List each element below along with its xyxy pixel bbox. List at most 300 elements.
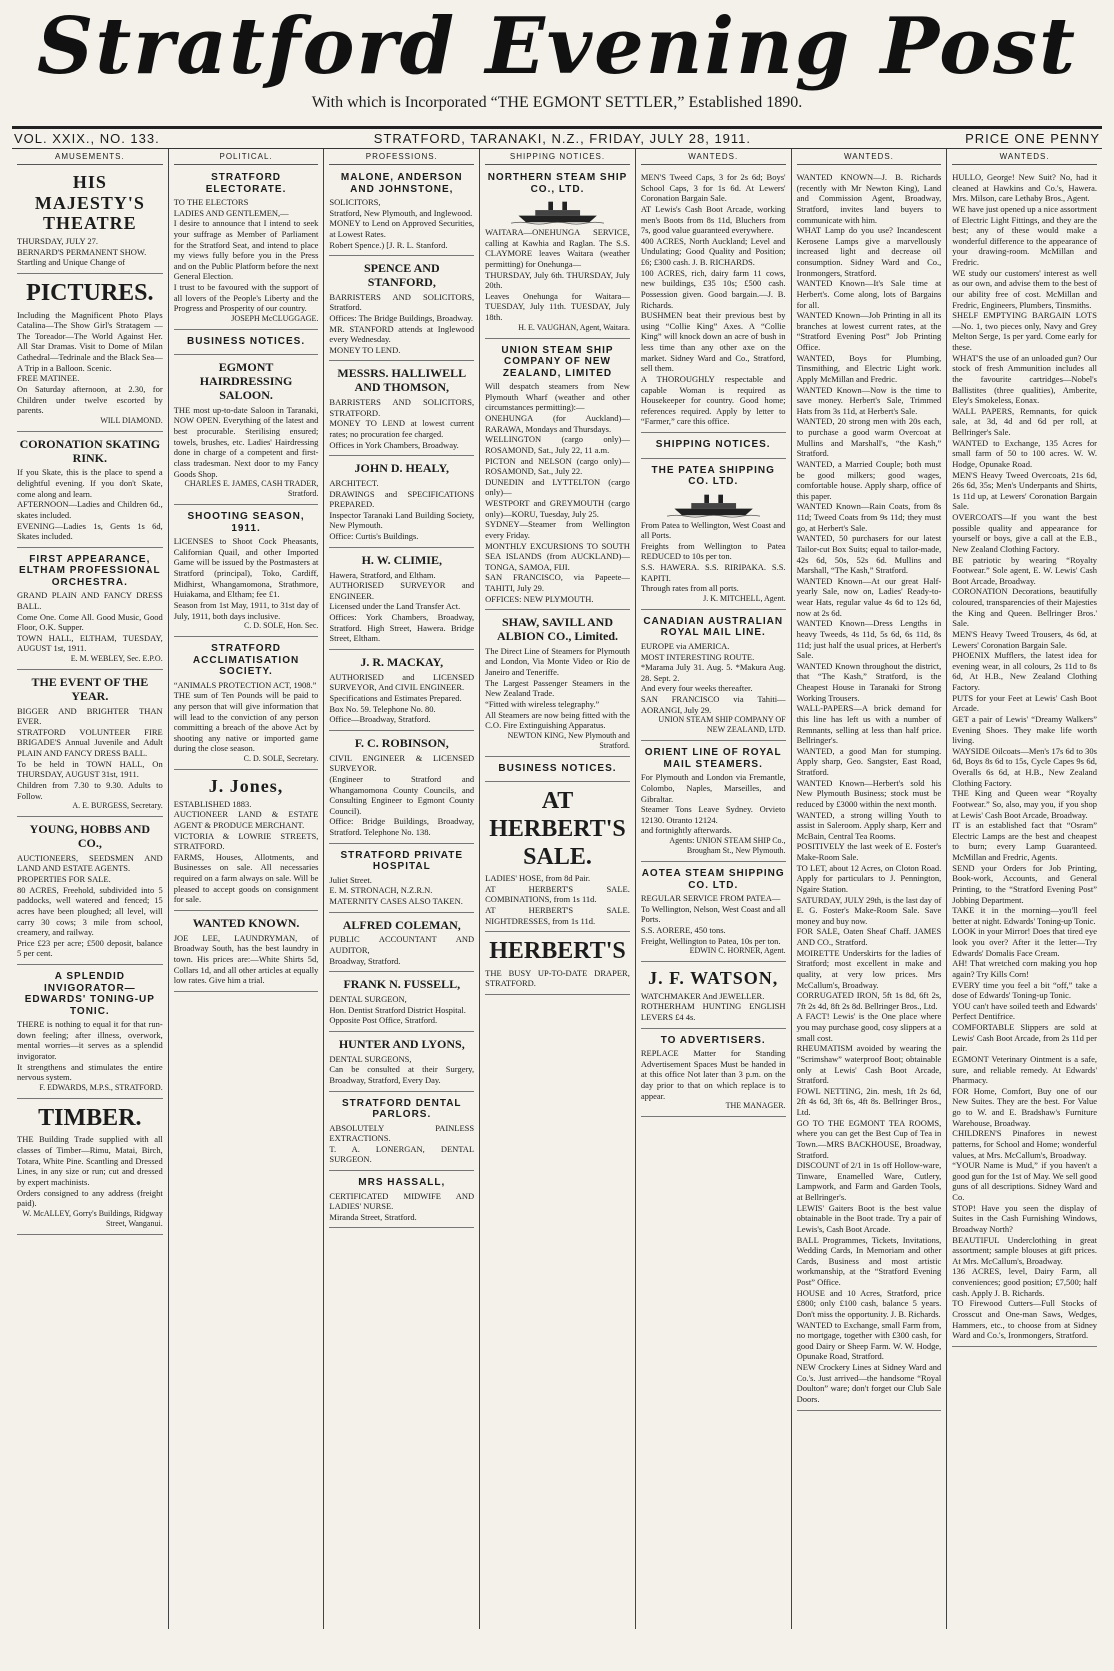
ad-text: WANTED, Boys for Plumbing, Tinsmithing, and Electric Light work. Apply McMillan and Fredric. — [796, 352, 942, 384]
ad-text: WANTED, a strong willing Youth to assist in Saleroom. Apply sharp, Kerr and McBain, Central Tea Rooms. — [796, 809, 942, 841]
price: PRICE ONE PENNY — [965, 131, 1100, 146]
ad-text: WHAT'S the use of an unloaded gun? Our stock of fresh Ammunition includes all the favourite cartridges—Nobel's Ballistites (three qualities), Amberite, Eley's Smokeless, Eonax. — [952, 352, 1097, 406]
ad-title: MRS HASSALL, — [358, 1177, 446, 1189]
advertisement — [17, 169, 163, 274]
ad-text: A THOROUGHLY respectable and capable Woman is required as Housekeeper for country. Good home; references required. Apply by letter to “Farmer,” care this office. — [640, 373, 786, 427]
ad-text: 136 ACRES, level, Dairy Farm, all conveniences; good position; £7,500; half cash. Apply J. B. Richards. — [952, 1266, 1097, 1298]
ad-text: MOIRETTE Underskirts for the ladies of Stratford; most excellent in make and quality, at very low prices. Mrs McCallum's, Broadway. — [796, 947, 942, 990]
advertisement — [329, 364, 474, 456]
ad-signature: C. D. SOLE, Hon. Sec. — [243, 621, 319, 631]
ad-text: Miranda Street, Stratford. — [329, 1211, 417, 1222]
ad-text: AH! That wretched corn making you hop again? Try Kills Corn! — [952, 958, 1097, 979]
ad-text: ARCHITECT. — [329, 477, 379, 488]
ad-text: E. M. STRONACH, N.Z.R.N. — [329, 885, 433, 896]
ad-text: BEAUTIFUL Underclothing in great assortment; sample blouses at gift prices. At Mrs. McCallum's, Broadway. — [952, 1234, 1097, 1266]
ad-text: DRAWINGS and SPECIFICATIONS PREPARED. — [329, 488, 475, 510]
ad-text: DENTAL SURGEONS, — [329, 1053, 412, 1064]
ad-text: AUCTIONEER LAND & ESTATE AGENT & PRODUCE MERCHANT. — [173, 809, 319, 830]
ad-title: AOTEA STEAM SHIPPING CO. LTD. — [641, 868, 785, 891]
column-6 — [791, 149, 947, 1629]
ad-text: LEWIS' Gaiters Boot is the best value obtainable in the Boot trade. Try a pair of Lewis's, Cash Boot Arcade. — [796, 1202, 942, 1234]
ad-text: BE patriotic by wearing “Royalty Footwear.” Sole agent, E. W. Lewis' Cash Boot Arcade, Broadway. — [952, 554, 1097, 586]
ad-title: J. F. WATSON, — [648, 968, 779, 989]
ad-title: THE PATEA SHIPPING CO. LTD. — [651, 464, 775, 487]
ad-text: Season from 1st May, 1911, to 31st day of July, 1911, both days inclusive. — [173, 599, 319, 621]
ad-text: Freight, Wellington to Patea, 10s per ton. — [640, 935, 781, 946]
column-4 — [479, 149, 635, 1629]
ad-text: DISCOUNT of 2/1 in 1s off Hollow-ware, Tinware, Enamelled Ware, Cutlery, Lampwork, and Farm and Garden Tools, at Bellringer's. — [796, 1160, 942, 1202]
masthead-subtitle: With which is Incorporated “THE EGMONT SETTLER,” Established 1890. — [311, 94, 803, 111]
ad-text: PICTON and NELSON (cargo only)—ROSAMOND, Sat., July 22. — [485, 455, 630, 477]
advertisement — [485, 613, 630, 757]
ad-title: HUNTER AND LYONS, — [338, 1036, 465, 1051]
ad-text: Offices: The Bridge Buildings, Broadway. — [329, 312, 474, 323]
advertisement — [329, 734, 474, 844]
advertisement — [329, 459, 474, 548]
ad-text: Offices in York Chambers, Broadway. — [329, 439, 459, 450]
ad-text: 80 ACRES, Freehold, subdivided into 5 paddocks, well watered and fenced; 15 acres have been ploughed; all level, will carry 30 cows; 3 mile from school, creamery, and railway. — [17, 884, 163, 938]
column-heading: WANTEDS. — [952, 152, 1097, 165]
ad-text: WANTED to Exchange, 135 Acres for small farm of 50 to 100 acres. W. W. Hodge, Opunake Road. — [952, 437, 1097, 469]
column-1 — [12, 149, 168, 1629]
ad-text: It strengthens and stimulates the entire nervous system. — [17, 1061, 163, 1083]
ad-text: THERE is nothing to equal it for that run-down feeling; after illness, overwork, mental worries—it serves as a splendid invigorator. — [17, 1019, 163, 1061]
ad-text: I trust to be favoured with the support of all lovers of the People's Liberty and the Progress and Prosperity of our country. — [173, 282, 319, 314]
ad-text: GET a pair of Lewis' “Dreamy Walkers” Evening Shoes. They make life worth living. — [952, 713, 1097, 746]
ad-text: Can be consulted at their Surgery, Broadway, Stratford, Every Day. — [329, 1064, 475, 1085]
column-7 — [946, 149, 1102, 1629]
ad-text: MEN'S Heavy Tweed Trousers, 4s 6d, at Lewers' Coronation Bargain Sale. — [952, 628, 1097, 650]
ad-signature: CHARLES E. JAMES, CASH TRADER, Stratford. — [184, 479, 319, 499]
advertisement — [641, 865, 786, 962]
ad-text: *Marama July 31. Aug. 5. *Makura Aug. 28. Sept. 2. — [640, 662, 786, 683]
ad-text: Juliet Street. — [329, 874, 372, 885]
ad-text: MATERNITY CASES ALSO TAKEN. — [329, 895, 463, 906]
ad-text: “YOUR Name is Mud,” if you haven't a good gun for the 1st of May. We sell good guns of all descriptions. Sidney Ward and Co. — [952, 1160, 1097, 1202]
advertisement — [174, 640, 319, 770]
ad-text: WELLINGTON (cargo only)—ROSAMOND, Sat., July 22, 11 a.m. — [485, 434, 630, 455]
ad-text: (Engineer to Stratford and Whangamomona County Councils, and Consulting Engineer to Egmont County Council). — [329, 773, 475, 816]
ad-text: OVERCOATS—If you want the best possible quality and appearance for yourself or boys, give a call at the E.B., New Zealand Clothing Factory. — [952, 512, 1097, 554]
ad-text: WHAT Lamp do you use? Incandescent Kerosene Lamps give a marvellously increased light and decrease oil consumption. Sidney Ward and Co., Ironmongers, Stratford. — [796, 225, 942, 278]
column-2 — [168, 149, 324, 1629]
ad-signature: C. D. SOLE, Secretary. — [243, 754, 319, 764]
ad-title: J. Jones, — [208, 776, 284, 797]
ad-text: EVENING—Ladies 1s, Gents 1s 6d, Skates included. — [17, 520, 163, 542]
ad-title: SPENCE AND STANFORD, — [363, 261, 440, 289]
ad-text: Office: Curtis's Buildings. — [329, 531, 419, 542]
ad-text: SYDNEY—Steamer from Wellington every Friday. — [485, 519, 630, 540]
ad-text: HOUSE and 10 Acres, Stratford, price £800; only £100 cash, balance 5 years. Don't miss the opportunity. J. B. Richards. — [796, 1287, 942, 1319]
ad-title: NORTHERN STEAM SHIP CO., LTD. — [487, 172, 628, 195]
ad-title: H. W. CLIMIE, — [361, 552, 442, 567]
advertisement — [641, 744, 786, 862]
ad-title: BUSINESS NOTICES. — [186, 335, 306, 347]
ad-signature: EDWIN C. HORNER, Agent. — [689, 946, 786, 956]
ad-text: IT is an established fact that “Osram” Electric Lamps are the best and cheapest to burn; every Lamp Guaranteed. McMillan and Fredric, Agents. — [952, 820, 1097, 862]
ad-text: All Steamers are now being fitted with the C.O. Fire Extinguishing Apparatus. — [485, 709, 630, 731]
ad-text: AT HERBERT'S SALE. NIGHTDRESSES, from 1s 11d. — [485, 905, 630, 926]
place-date: STRATFORD, TARANAKI, N.Z., FRIDAY, JULY 28, 1911. — [373, 131, 752, 146]
advertisement — [17, 1102, 163, 1235]
ad-text: Orders consigned to any address (freight paid). — [17, 1187, 163, 1209]
ad-text: LICENSES to Shoot Cock Pheasants, Californian Quail, and other Imported Game will be issued by the Postmasters at Stratford (principal), Toko, Cardiff, Midhirst, Whangamomona, Strathmore, Huiakama, and Eltham; fee £1. — [173, 536, 319, 600]
ad-text: MEN'S Tweed Caps, 3 for 2s 6d; Boys' School Caps, 3 for 1s 6d. At Lewers' Coronation Bargain Sale. — [640, 172, 786, 204]
ad-signature: UNION STEAM SHIP COMPANY OF NEW ZEALAND, LTD. — [658, 715, 786, 735]
advertisement — [174, 508, 319, 637]
ad-text: S.S. HAWERA. S.S. RIRIPAKA. S.S. KAPITI. — [640, 562, 786, 583]
advertisement — [174, 358, 319, 505]
ad-text: BIGGER AND BRIGHTER THAN EVER. — [17, 705, 163, 727]
column-heading: WANTEDS. — [797, 152, 942, 165]
advertisement — [641, 462, 786, 610]
ad-text: WANTED Known throughout the district, that “The Kash,” Stratford, is the Cheapest House in Taranaki for Strong Working Trousers. — [796, 660, 942, 703]
ad-text: Licensed under the Land Transfer Act. — [329, 601, 461, 612]
ad-title: F. C. ROBINSON, — [354, 735, 449, 750]
ad-text: FOR SALE, Oaten Sheaf Chaff. JAMES AND CO., Stratford. — [796, 926, 942, 947]
ad-text: MEN'S Heavy Tweed Overcoats, 21s 6d, 26s 6d, 35s; Men's Underpants and Shirts, 1s 11d up, at Lewers' Coronation Bargain Sale. — [952, 469, 1097, 512]
ad-title: ALFRED COLEMAN, — [342, 917, 461, 932]
advertisement — [17, 551, 163, 670]
ad-text: SHELF EMPTYING BARGAIN LOTS—No. 1, two pieces only, Navy and Grey Melton Serge, 1s per yard. Come early for these. — [952, 310, 1097, 352]
ad-title: UNION STEAM SHIP COMPANY OF NEW ZEALAND, LIMITED — [501, 344, 614, 379]
advertisement — [329, 975, 474, 1032]
ad-text: POSITIVELY the last week of E. Foster's Make-Room Sale. — [796, 841, 942, 862]
ad-title: CORONATION SKATING RINK. — [19, 436, 161, 465]
ad-text: Robert Spence.) [J. R. L. Stanford. — [329, 239, 448, 250]
ad-text: PROPERTIES FOR SALE. — [17, 874, 111, 885]
ad-text: DUNEDIN and LYTTELTON (cargo only)— — [485, 476, 630, 498]
advertisement — [329, 259, 474, 361]
ad-signature: WILL DIAMOND. — [100, 415, 163, 425]
ad-text: TOWN HALL, ELTHAM, TUESDAY, AUGUST 1st, 1911. — [17, 632, 163, 654]
ad-title: AT HERBERT'S SALE. — [489, 788, 626, 870]
advertisement — [641, 1032, 786, 1118]
ad-text: The Largest Passenger Steamers in the New Zealand Trade. — [485, 677, 630, 699]
ad-text: PUTS for your Feet at Lewis' Cash Boot Arcade. — [952, 692, 1097, 714]
advertisement — [17, 968, 163, 1099]
ad-title: HERBERT'S — [489, 938, 626, 965]
ad-signature: THE MANAGER. — [725, 1101, 786, 1111]
ad-text: WAYSIDE Oilcoats—Men's 17s 6d to 30s 6d, Boys 8s 6d to 15s, Cycle Capes 9s 6d, Overalls 6s 6d, at H.B., New Zealand Clothing Factory. — [952, 745, 1097, 788]
advertisement — [952, 169, 1097, 1347]
ad-text: THURSDAY, JULY 27. — [17, 236, 99, 247]
ad-text: TO Firewood Cutters—Full Stocks of Crosscut and One-man Saws, Wedges, Hammers, etc., to choose from at Sidney Ward and Co.'s, Ironmongers, Stratford. — [952, 1298, 1097, 1341]
ad-signature: NEWTON KING, New Plymouth and Stratford. — [507, 730, 630, 750]
ad-text: WANTED, a good Man for stumping. Apply sharp, Geo. Sangster, East Road, Stratford. — [796, 745, 942, 777]
ad-text: Come One. Come All. Good Music, Good Floor, O.K. Supper. — [17, 611, 163, 633]
ad-title: YOUNG, HOBBS AND CO., — [29, 822, 151, 851]
ad-text: SATURDAY, JULY 29th, is the last day of E. G. Foster's Make-Room Sale. Save money and buy now. — [796, 894, 942, 926]
ad-text: Stratford, New Plymouth, and Inglewood. — [329, 207, 473, 218]
ad-text: TO THE ELECTORS — [173, 197, 249, 207]
ad-text: To Wellington, Nelson, West Coast and all Ports. — [640, 903, 786, 925]
ad-text: AT Lewis's Cash Boot Arcade, working men's Boots from 8s 11d, Bluchers from 7s, good value guaranteed everywhere. — [640, 203, 786, 236]
ad-text: For Plymouth and London via Fremantle, Colombo, Naples, Marseilles, and Gibraltar. — [640, 772, 786, 804]
ad-text: AFTERNOON—Ladies and Children 6d., skates included. — [17, 499, 163, 520]
ad-text: VICTORIA & LOWRIE STREETS, STRATFORD. — [173, 830, 319, 852]
ad-text: THE King and Queen wear “Royalty Footwear.” So, also, may you, if you shop at Lewis' Cash Boot Arcade, Broadway. — [952, 788, 1097, 820]
ad-text: MONEY TO LEND at lowest current rates; no procuration fee charged. — [329, 418, 475, 439]
ad-text: WANTED Known—Herbert's sold his New Plymouth Business; stock must be reduced by £3000 within the next month. — [796, 777, 942, 809]
ad-signature: W. McALLEY, Gorry's Buildings, Ridgway Street, Wanganui. — [22, 1208, 163, 1228]
ad-title: FRANK N. FUSSELL, — [343, 977, 461, 992]
advertisement — [17, 673, 163, 817]
ad-text: SOLICITORS, — [329, 197, 381, 207]
ad-text: SAN FRANCISCO via Tahiti—AORANGI, July 29. — [640, 694, 786, 715]
ad-text: MOST INTERESTING ROUTE. — [640, 651, 755, 662]
ad-text: WANTED, 20 strong men with 20s each, to purchase a good warm Overcoat at Mullins and Marshall's, “the Kash,” Stratford. — [796, 416, 942, 459]
ad-text: Steamer Tons Leave Sydney. Orvieto 12130. Otranto 12124. — [640, 804, 786, 825]
ad-text: EUROPE via AMERICA. — [640, 640, 730, 651]
ad-text: GO TO THE EGMONT TEA ROOMS, where you can get the Best Cup of Tea in Town.—MRS BACKHOUSE, Broadway, Stratford. — [796, 1117, 942, 1160]
ad-title: SHIPPING NOTICES. — [655, 439, 771, 450]
ad-text: ESTABLISHED 1883. — [173, 798, 252, 809]
ad-text: T. A. LONERGAN, DENTAL SURGEON. — [329, 1143, 475, 1165]
ad-text: WANTED Known—Job Printing in all its branches at lowest current rates, at the “Stratford Evening Post” Job Printing Office. — [796, 310, 942, 352]
ad-text: CERTIFICATED MIDWIFE AND LADIES' NURSE. — [329, 1190, 475, 1212]
ad-text: On Saturday afternoon, at 2.30, for Children under twelve escorted by parents. — [17, 383, 163, 416]
ad-signature: Agents: UNION STEAM SHIP Co., Brougham St., New Plymouth. — [669, 836, 786, 855]
ad-text: FOR Home, Comfort, Buy one of our New Suites. They are the best. For Value go to W. and E. Bradshaw's Furniture Warehouse, Broadway. — [952, 1085, 1097, 1128]
ad-text: PUBLIC ACCOUNTANT AND AUDITOR, — [329, 934, 475, 955]
ad-title: TIMBER. — [38, 1104, 142, 1131]
ad-text: Hawera, Stratford, and Eltham. — [329, 569, 436, 580]
columns-container — [12, 148, 1102, 1629]
ad-text: WANTED to Exchange, small Farm from, no mortgage, together with £300 cash, for good Dairy or Sheep Farm. W. W. Hodge, Opunake Road, Stratford. — [796, 1319, 942, 1362]
advertisement — [485, 342, 630, 611]
ad-text: HULLO, George! New Suit? No, had it cleaned at Hawkins and Co.'s, Hawera. Mrs. Milson, care Lethaby Bros., Agent. — [952, 172, 1097, 204]
ad-text: I desire to announce that I intend to seek your suffrage as Member of Parliament for the Stratford Seat, and intend to place my views fully before you in the Press and on the Public Platform before the next General Election. — [173, 218, 319, 282]
ad-text: GRAND PLAIN AND FANCY DRESS BALL. — [17, 590, 163, 611]
ad-text: WANTED KNOWN—J. B. Richards (recently with Mr Newton King), Land and Commission Agent, Broadway, Stratford, invites land buyers to communicate with him. — [796, 172, 942, 225]
ad-text: Broadway, Stratford. — [329, 955, 401, 966]
ad-text: LOOK in your Mirror! Does that tired eye look you over? After it the letter—Try Edwards' Domalis Face Cream. — [952, 926, 1097, 958]
ad-text: “Fitted with wireless telegraphy.” — [485, 698, 600, 709]
ad-text: S.S. AORERE, 450 tons. — [640, 924, 726, 935]
ad-text: Specifications and Estimates Prepared. — [329, 692, 462, 703]
ad-text: Office: Bridge Buildings, Broadway, Stratford. Telephone No. 138. — [329, 816, 475, 837]
advertisement — [329, 169, 474, 256]
ad-text: ONEHUNGA (for Auckland)—RARAWA, Mondays and Thursdays. — [485, 413, 630, 434]
masthead-title: Stratford Evening Post — [36, 1, 1078, 92]
advertisement — [329, 847, 474, 913]
ad-title: TO ADVERTISERS. — [660, 1034, 766, 1046]
ad-text: CORRUGATED IRON, 5ft 1s 8d, 6ft 2s, 7ft 2s 4d, 8ft 2s 8d. Bellringer Bros., Ltd. — [796, 990, 942, 1011]
ad-text: MONEY to Lend on Approved Securities, at Lowest Rates. — [329, 218, 475, 239]
ad-text: STRATFORD VOLUNTEER FIRE BRIGADE'S Annual Juvenile and Adult PLAIN AND FANCY DRESS BALL. — [17, 726, 163, 759]
ad-text: SEND your Orders for Job Printing, Book-work, Accounts, and General Printing, to the “Stratford Evening Post” Jobbing Department. — [952, 862, 1097, 905]
ad-text: PHOENIX Mufflers, the latest idea for evening wear, in all colours, 2s 11d to 8s 6d, At H.B., New Zealand Clothing Factory. — [952, 650, 1097, 692]
ad-title: CANADIAN AUSTRALIAN ROYAL MAIL LINE. — [643, 615, 784, 639]
ad-text: Offices: York Chambers, Broadway, Stratford. High Street, Hawera. Bridge Street, Eltham. — [329, 612, 475, 644]
ad-text: 400 ACRES, North Auckland; Level and Undulating; Good Quality and Position; £6; £300 cash. J. B. RICHARDS. — [640, 235, 786, 267]
ad-text: Children from 7.30 to 9.30. Adults to Follow. — [17, 779, 163, 801]
ad-text: Will despatch steamers from New Plymouth Wharf (weather and other circumstances permitting):— — [485, 381, 630, 413]
advertisement — [17, 435, 163, 548]
ad-text: THE BUSY UP-TO-DATE DRAPER, STRATFORD. — [485, 967, 630, 989]
ad-title: SHAW, SAVILL AND ALBION CO., Limited. — [496, 615, 618, 644]
ad-text: CHILDREN'S Pinafores in newest patterns, for School and Home; wonderful values, at Mrs. McCallum's, Broadway. — [952, 1128, 1097, 1160]
ad-text: 100 ACRES, rich, dairy farm 11 cows, new buildings, £35 10s; £500 cash. Possession given. Good bargain.—J. B. Richards. — [640, 267, 786, 310]
ad-text: WE study our customers' interest as well as our own, and advise them to the best of our ability free of cost. McMillan and Fredric, Engineers, Plumbers, Tinsmiths. — [952, 267, 1097, 310]
ad-text: OFFICES: NEW PLYMOUTH. — [485, 593, 594, 604]
ad-text: REGULAR SERVICE FROM PATEA— — [640, 893, 781, 903]
column-5 — [635, 149, 791, 1629]
volume-number: VOL. XXIX., NO. 133. — [14, 131, 160, 146]
steamship-icon — [667, 490, 760, 518]
ad-text: RHEUMATISM avoided by wearing the “Scrimshaw” waterproof Boot; obtainable only at Lewis' Cash Boot Arcade, Stratford. — [796, 1043, 942, 1086]
ad-title: PICTURES. — [26, 279, 154, 306]
ad-text: ABSOLUTELY PAINLESS EXTRACTIONS. — [329, 1122, 475, 1144]
ad-text: EVERY time you feel a bit “off,” take a dose of Edwards' Toning-up Tonic. — [952, 979, 1097, 1001]
column-3 — [323, 149, 479, 1629]
ad-text: The Direct Line of Steamers for Plymouth and London, Via Monte Video or Rio de Janeiro and Teneriffe. — [485, 645, 630, 678]
ad-title: SHOOTING SEASON, 1911. — [187, 511, 305, 534]
ad-text: Opposite Post Office, Stratford. — [329, 1015, 438, 1026]
ad-title: MALONE, ANDERSON AND JOHNSTONE, — [340, 172, 463, 195]
ad-text: MR. STANFORD attends at Inglewood every Wednesday. — [329, 323, 475, 345]
advertisement — [485, 785, 630, 932]
ad-text: BERNARD'S PERMANENT SHOW. — [17, 246, 147, 257]
ad-text: WANTED Known—Dress Lengths in heavy Tweeds, 4s 11d, 5s 6d, 6s 11d, 8s 11d; just half the usual prices, at Herbert's Sale. — [796, 618, 942, 661]
ad-title: MESSRS. HALLIWELL AND THOMSON, — [337, 366, 467, 395]
ad-text: AUTHORISED SURVEYOR and ENGINEER. — [329, 580, 475, 601]
ad-title: BUSINESS NOTICES. — [498, 762, 617, 774]
advertisement — [174, 914, 319, 992]
ad-text: AUCTIONEERS, SEEDSMEN AND LAND AND ESTATE AGENTS. — [17, 852, 163, 874]
advertisement — [329, 551, 474, 650]
advertisement — [485, 760, 630, 783]
advertisement — [17, 820, 163, 965]
ad-signature: JOSEPH McCLUGGAGE. — [231, 313, 319, 323]
ad-text: DENTAL SURGEON, — [329, 993, 407, 1004]
ad-text: YOU can't have soiled teeth and Edwards' Perfect Dentifrice. — [952, 1000, 1097, 1022]
ad-text: COMFORTABLE Slippers are sold at Lewis' Cash Boot Arcade, from 2s 11d per pair. — [952, 1022, 1097, 1054]
ad-text: Office—Broadway, Stratford. — [329, 714, 431, 725]
ad-signature: E. M. WEBLEY, Sec. E.P.O. — [70, 654, 163, 663]
ad-text: AT HERBERT'S SALE. COMBINATIONS, from 1s 11d. — [485, 883, 630, 905]
ad-signature: H. E. VAUGHAN, Agent, Waitara. — [518, 322, 630, 332]
ad-text: THURSDAY, July 6th. THURSDAY, July 20th. — [485, 269, 630, 291]
advertisement — [641, 613, 786, 741]
ad-title: HIS MAJESTY'S THEATRE — [34, 172, 145, 234]
ad-text: BUSHMEN beat their previous best by using “Collie King” Axes. A “Collie King” will knock down an acre of bush in less time than any other axe on the market. Sidney Ward and Co., Stratford, sell them. — [640, 310, 786, 374]
ad-title: EGMONT HAIRDRESSING SALOON. — [199, 360, 293, 402]
ad-text: THE Building Trade supplied with all classes of Timber—Rimu, Matai, Birch, Totara, White Pine. Scantling and Dressed Lines, in any size or run; cut and dressed by expert machinists. — [17, 1134, 163, 1187]
ad-text: Hon. Dentist Stratford District Hospital. — [329, 1004, 466, 1015]
advertisement — [174, 333, 319, 356]
ad-text: Through rates from all ports. — [640, 583, 739, 594]
ad-text: BARRISTERS AND SOLICITORS, STRATFORD. — [329, 397, 475, 418]
ad-title: STRATFORD PRIVATE HOSPITAL — [340, 849, 464, 873]
ad-text: Startling and Unique Change of — [17, 257, 126, 268]
advertisement — [485, 169, 630, 339]
column-heading: PROFESSIONS. — [329, 152, 474, 165]
ad-title: STRATFORD ELECTORATE. — [205, 172, 287, 195]
ad-text: ROTHERHAM HUNTING ENGLISH LEVERS £4 4s. — [640, 1001, 786, 1023]
ad-text: EGMONT Veterinary Ointment is a safe, sure, and reliable remedy. At Edwards' Pharmacy. — [952, 1053, 1097, 1086]
advertisement — [329, 653, 474, 731]
advertisement — [174, 169, 319, 330]
advertisement — [174, 773, 319, 911]
ad-text: SAN FRANCISCO, via Papeete—TAHITI, July 29. — [485, 572, 630, 593]
ad-text: A FACT! Lewis' is the One place where you may purchase good, cosy slippers at a small cost. — [796, 1011, 942, 1043]
ad-text: Including the Magnificent Photo Plays Catalina—The Show Girl's Stratagem —The Toreador—The World Against Her. All Star Dramas. Visit to Dome of Milan Cathedral—Tedrinale and the Black Sea—A Trip in a Balloon. Scenic. — [17, 309, 163, 373]
dateline — [12, 129, 1102, 148]
advertisement — [797, 169, 942, 1411]
ad-text: Leaves Onehunga for Waitara—TUESDAY, July 11th. TUESDAY, July 18th. — [485, 290, 630, 322]
ad-title: THE EVENT OF THE YEAR. — [31, 675, 149, 703]
advertisement — [329, 1035, 474, 1092]
ad-text: THE most up-to-date Saloon in Taranaki, NOW OPEN. Everything of the latest and best procurable. Sterilising ensured; towels, brushes, etc. Ladies' Hairdressing done in charge of a competent and first-class tradesman. Next door to my Fancy Goods Shop. — [173, 404, 319, 479]
ad-text: WE have just opened up a nice assortment of Electric Light Fittings, and they are the best; any of these would make a wonderful difference to the appearance of your drawing-room. McMillan and Fredric. — [952, 203, 1097, 267]
ad-text: WANTED Known—It's Sale time at Herbert's. Come along, lots of Bargains for all. — [796, 278, 942, 310]
ad-text: If you Skate, this is the place to spend a delightful evening. If you don't Skate, come along and learn. — [17, 467, 163, 499]
ad-text: From Patea to Wellington, West Coast and all Ports. — [640, 519, 786, 541]
advertisement — [329, 916, 474, 973]
ad-text: MONEY TO LEND. — [329, 344, 401, 355]
advertisement — [641, 436, 786, 459]
ad-title: FIRST APPEARANCE, ELTHAM PROFESSIONAL ORCHESTRA. — [19, 553, 161, 588]
ad-signature: F. EDWARDS, M.P.S., STRATFORD. — [39, 1082, 163, 1092]
ad-text: WANTED Known—At our great Half-yearly Sale, now on, Ladies' Ready-to-wear Hats, regular value 4s 6d to 12s 6d, now at 2s 6d. — [796, 575, 942, 618]
ad-signature: J. K. MITCHELL, Agent. — [703, 593, 786, 603]
ad-text: And every four weeks thereafter. — [640, 683, 753, 694]
ad-text: WATCHMAKER And JEWELLER. — [640, 990, 765, 1001]
ad-text: Inspector Taranaki Land Building Society, New Plymouth. — [329, 509, 475, 531]
advertisement — [641, 965, 786, 1029]
column-heading: AMUSEMENTS. — [17, 152, 163, 165]
ad-text: TO LET, about 12 Acres, on Cloton Road. Apply for particulars to J. Pennington, Ngaire Station. — [796, 862, 942, 894]
advertisement — [485, 935, 630, 995]
ad-title: J. R. MACKAY, — [360, 654, 444, 669]
ad-title: WANTED KNOWN. — [192, 915, 300, 930]
ad-text: AUTHORISED and LICENSED SURVEYOR, And CIVIL ENGINEER. — [329, 671, 475, 693]
ad-text: BALL Programmes, Tickets, Invitations, Wedding Cards, In Memoriam and other Cards, Business and most artistic workmanship, at the “Stratford Evening Post” Office. — [796, 1234, 942, 1287]
advertisement — [17, 277, 163, 432]
column-heading: WANTEDS. — [641, 152, 786, 165]
ad-text: MONTHLY EXCURSIONS TO SOUTH SEA ISLANDS (from AUCKLAND)—TONGA, SAMOA, FIJI. — [485, 540, 630, 572]
ad-text: and fortnightly afterwards. — [640, 825, 732, 836]
ad-text: THE sum of Ten Pounds will be paid to any person that will give information that will lead to the conviction of any person committing a breach of the above Act by shooting any native or imported game during the close season. — [173, 690, 319, 754]
ad-title: ORIENT LINE OF ROYAL MAIL STEAMERS. — [644, 747, 782, 770]
ad-text: LADIES' HOSE, from 8d Pair. — [485, 873, 591, 884]
ad-text: JOE LEE, LAUNDRYMAN, of Broadway South, has the best laundry in town. His prices are:—White Shirts 5d, Collars 1d, and all other articles at equally low rates. Give him a trial. — [173, 932, 319, 986]
ad-text: CIVIL ENGINEER & LICENSED SURVEYOR. — [329, 752, 475, 774]
ad-text: TAKE it in the morning—you'll feel better at night. Edwards' Toning-up Tonic. — [952, 905, 1097, 926]
ad-text: REPLACE Matter for Standing Advertisement Spaces Must be handed in at this office Not later than 3 p.m. on the day prior to that on which replace is to appear. — [640, 1048, 786, 1101]
ad-text: To be held in TOWN HALL, On THURSDAY, AUGUST 31st, 1911. — [17, 758, 163, 780]
ad-text: Freights from Wellington to Patea REDUCED to 10s per ton. — [640, 540, 786, 562]
ad-text: WANTED Known—Now is the time to save money. Herbert's Sale, Trimmed Hats from 3s 11d, at Herbert's Sale. — [796, 384, 942, 416]
ad-text: FOWL NETTING, 2in. mesh, 1ft 2s 6d, 2ft 4s 6d, 3ft 6s, 4ft 8s. Bellringer Bros., Ltd. — [796, 1085, 942, 1117]
ad-text: FREE MATINEE. — [17, 373, 80, 384]
column-heading: POLITICAL. — [174, 152, 319, 165]
ad-text: STOP! Have you seen the display of Suites in the Cash Furnishing Windows, Broadway North? — [952, 1202, 1097, 1234]
ad-text: WANTED, a Married Couple; both must be good milkers; good wages, comfortable house. Apply sharp, office of this paper. — [796, 458, 942, 501]
ad-text: CORONATION Decorations, beautifully coloured, transparencies of their Majesties the King and Queen. Bellringer Bros.' Sale. — [952, 586, 1097, 629]
ad-text: WESTPORT and GREYMOUTH (cargo only)—KORU, Tuesday, July 25. — [485, 498, 630, 519]
ad-text: WALL PAPERS, Remnants, for quick sale, at 3d, 4d and 6d per roll, at Bellringer's Sale. — [952, 405, 1097, 437]
ad-title: STRATFORD ACCLIMATISATION SOCIETY. — [192, 643, 300, 678]
ad-title: STRATFORD DENTAL PARLORS. — [342, 1097, 462, 1121]
advertisement — [329, 1095, 474, 1172]
ad-title: JOHN D. HEALY, — [354, 461, 450, 476]
ad-text: BARRISTERS AND SOLICITORS, Stratford. — [329, 291, 475, 313]
ad-title: A SPLENDID INVIGORATOR— EDWARDS' TONING-UP TONIC. — [24, 971, 155, 1017]
ad-text: WANTED Known—Rain Coats, from 8s 11d; Tweed Coats from 9s 11d; they must go, at Herbert's Sale. — [796, 501, 942, 533]
